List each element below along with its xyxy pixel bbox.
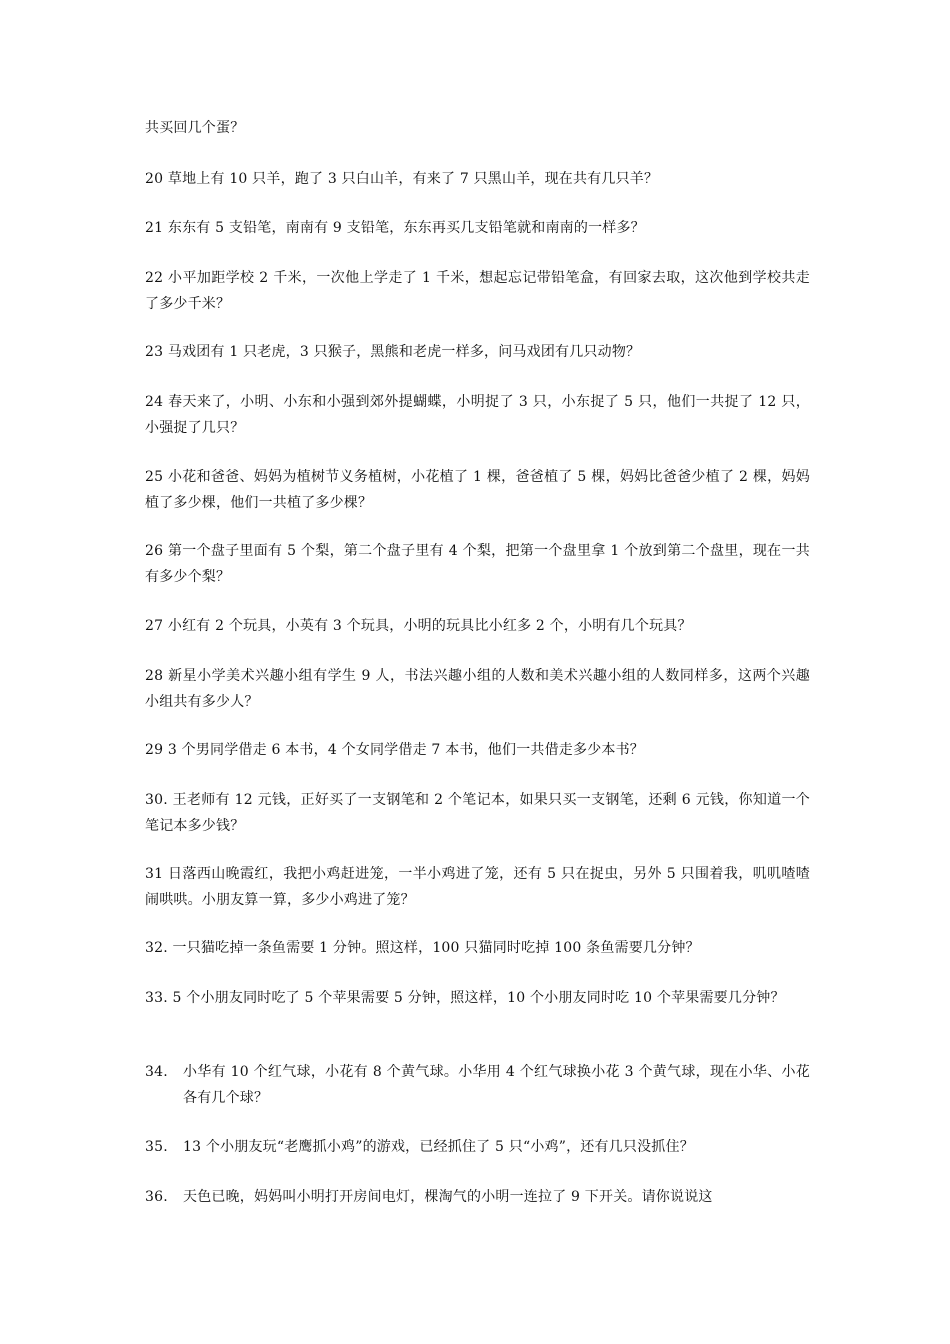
problem-27: 27 小红有 2 个玩具，小英有 3 个玩具，小明的玩具比小红多 2 个，小明有几个玩具？ <box>145 618 692 634</box>
problem-29: 29 3 个男同学借走 6 本书，4 个女同学借走 7 本书，他们一共借走多少本书？ <box>145 742 644 758</box>
problem-30: 30. 王老师有 12 元钱，正好买了一支钢笔和 2 个笔记本，如果只买一支钢笔，还剩 6 元钱，你知道一个笔记本多少钱？ <box>145 792 810 834</box>
problem-32: 32. 一只猫吃掉一条鱼需要 1 分钟。照这样，100 只猫同时吃掉 100 条鱼需要几分钟？ <box>145 940 700 956</box>
problem-35-number: 35. <box>145 1139 168 1155</box>
problem-24: 24 春天来了，小明、小东和小强到郊外提蝴蝶，小明捉了 3 只，小东捉了 5 只，他们一共捉了 12 只，小强捉了几只？ <box>145 394 810 436</box>
problem-34 <box>145 1059 810 1111</box>
problem-20: 20 草地上有 10 只羊，跑了 3 只白山羊，有来了 7 只黑山羊，现在共有几只羊？ <box>145 171 659 187</box>
problem-33: 33. 5 个小朋友同时吃了 5 个苹果需要 5 分钟，照这样，10 个小朋友同时吃 10 个苹果需要几分钟？ <box>145 990 785 1006</box>
problem-35-text: 13 个小朋友玩“老鹰抓小鸡”的游戏，已经抓住了 5 只“小鸡”，还有几只没抓住？ <box>183 1139 694 1155</box>
problem-36-text: 天色已晚，妈妈叫小明打开房间电灯，棵淘气的小明一连拉了 9 下开关。请你说说这 <box>183 1189 713 1205</box>
problem-35 <box>145 1134 810 1160</box>
problem-25: 25 小花和爸爸、妈妈为植树节义务植树，小花植了 1 棵，爸爸植了 5 棵，妈妈比爸爸少植了 2 棵，妈妈植了多少棵，他们一共植了多少棵？ <box>145 469 810 511</box>
problem-36-number: 36. <box>145 1189 168 1205</box>
problem-31: 31 日落西山晚霞红，我把小鸡赶进笼，一半小鸡进了笼，还有 5 只在捉虫，另外 5 只围着我，叽叽喳喳闹哄哄。小朋友算一算，多少小鸡进了笼？ <box>145 866 810 908</box>
problem-34-number: 34. <box>145 1064 168 1080</box>
problem-21: 21 东东有 5 支铅笔，南南有 9 支铅笔，东东再买几支铅笔就和南南的一样多？ <box>145 220 645 236</box>
problem-19-continuation: 共买回几个蛋？ <box>145 120 245 136</box>
problem-23: 23 马戏团有 1 只老虎，3 只猴子，黑熊和老虎一样多，问马戏团有几只动物？ <box>145 344 641 360</box>
problem-36 <box>145 1184 810 1210</box>
problem-28: 28 新星小学美术兴趣小组有学生 9 人，书法兴趣小组的人数和美术兴趣小组的人数同样多，这两个兴趣小组共有多少人？ <box>145 668 810 710</box>
problem-34-text: 小华有 10 个红气球，小花有 8 个黄气球。小华用 4 个红气球换小花 3 个黄气球，现在小华、小花各有几个球？ <box>183 1064 810 1106</box>
problem-26: 26 第一个盘子里面有 5 个梨，第二个盘子里有 4 个梨，把第一个盘里拿 1 个放到第二个盘里，现在一共有多少个梨？ <box>145 543 810 585</box>
problem-22: 22 小平加距学校 2 千米，一次他上学走了 1 千米，想起忘记带铅笔盒，有回家去取，这次他到学校共走了多少千米？ <box>145 270 810 312</box>
